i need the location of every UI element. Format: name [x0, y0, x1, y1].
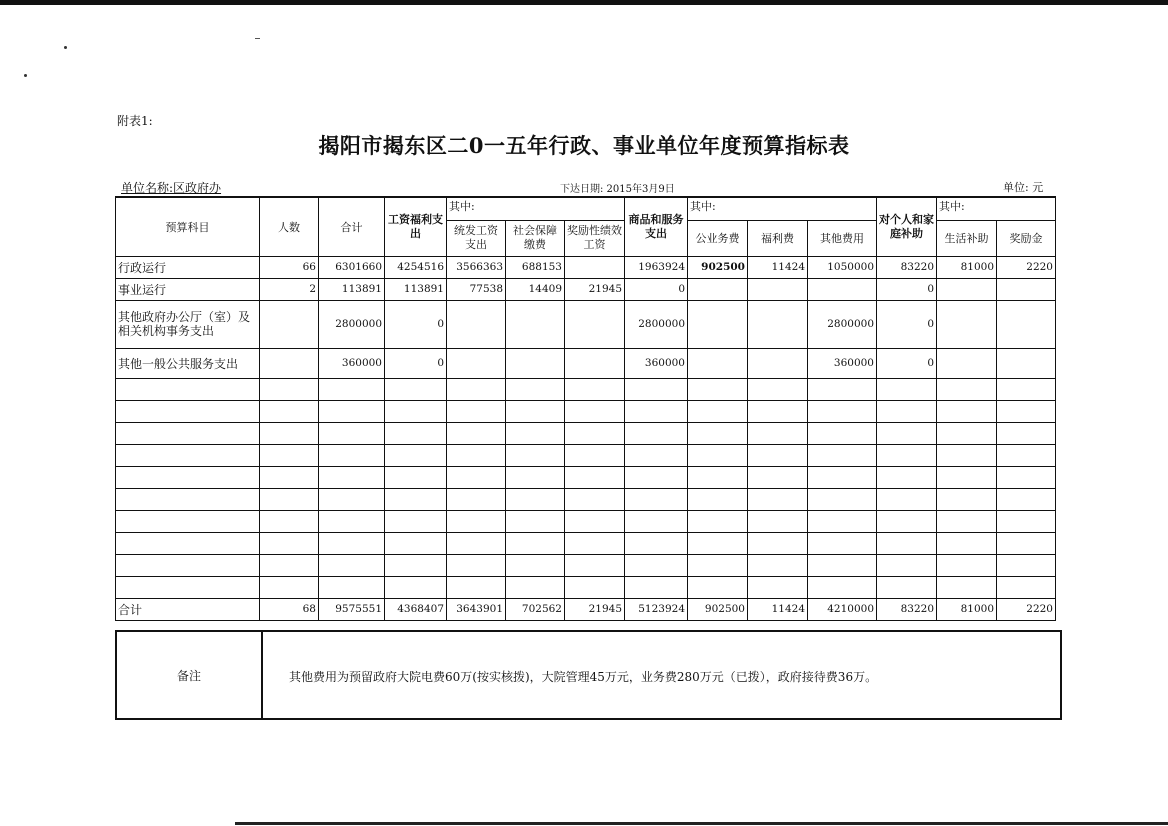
row-total: 6301660 — [319, 256, 385, 278]
row-wage: 4254516 — [385, 256, 447, 278]
row-personal: 0 — [877, 278, 937, 300]
row-people: 66 — [260, 256, 319, 278]
row-public: 902500 — [688, 256, 748, 278]
header-personal-subsidy: 对个人和家庭补助 — [877, 197, 937, 256]
total-wage: 4368407 — [385, 598, 447, 620]
total-goods: 5123924 — [625, 598, 688, 620]
blank-row — [116, 444, 1056, 466]
row-unified — [447, 300, 506, 348]
row-other: 2800000 — [808, 300, 877, 348]
row-goods: 0 — [625, 278, 688, 300]
issue-date: 下达日期: 2015年3月9日 — [560, 184, 675, 195]
row-personal: 0 — [877, 348, 937, 378]
header-wage-welfare: 工资福利支出 — [385, 197, 447, 256]
header-among-wage: 其中: — [447, 197, 625, 220]
scan-speck — [24, 74, 27, 77]
table-row — [116, 348, 1056, 378]
remarks-text: 其他费用为预留政府大院电费60万(按实核拨)，大院管理45万元，业务费280万元（已拨），政府接待费36万。 — [289, 670, 878, 684]
total-living: 81000 — [937, 598, 997, 620]
row-subject: 其他政府办公厅（室）及相关机构事务支出 — [116, 300, 260, 348]
row-public — [688, 278, 748, 300]
row-bonus — [997, 348, 1056, 378]
row-welfare — [748, 300, 808, 348]
scan-speck — [64, 46, 67, 49]
row-goods: 2800000 — [625, 300, 688, 348]
row-unified: 77538 — [447, 278, 506, 300]
total-unified: 3643901 — [447, 598, 506, 620]
row-other — [808, 278, 877, 300]
row-bonus: 2220 — [997, 256, 1056, 278]
row-total: 2800000 — [319, 300, 385, 348]
total-people: 68 — [260, 598, 319, 620]
header-among-goods: 其中: — [688, 197, 877, 220]
blank-row — [116, 510, 1056, 532]
total-row — [116, 598, 1056, 620]
header-goods-services: 商品和服务支出 — [625, 197, 688, 256]
row-living — [937, 300, 997, 348]
table-row — [116, 278, 1056, 300]
row-welfare: 11424 — [748, 256, 808, 278]
row-living — [937, 278, 997, 300]
row-wage: 0 — [385, 300, 447, 348]
blank-row — [116, 554, 1056, 576]
row-social: 14409 — [506, 278, 565, 300]
budget-table — [115, 196, 1056, 621]
row-living — [937, 348, 997, 378]
blank-row — [116, 400, 1056, 422]
row-people — [260, 348, 319, 378]
total-public: 902500 — [688, 598, 748, 620]
total-other: 4210000 — [808, 598, 877, 620]
row-living: 81000 — [937, 256, 997, 278]
header-unified-wage: 统发工资支出 — [447, 220, 506, 256]
row-people: 2 — [260, 278, 319, 300]
row-welfare — [748, 348, 808, 378]
total-total: 9575551 — [319, 598, 385, 620]
table-row — [116, 256, 1056, 278]
unit-measure: 单位: 元 — [1003, 181, 1044, 194]
row-perf — [565, 348, 625, 378]
page-title: 揭阳市揭东区二0一五年行政、事业单位年度预算指标表 — [318, 133, 850, 158]
blank-row — [116, 378, 1056, 400]
row-unified — [447, 348, 506, 378]
row-unified: 3566363 — [447, 256, 506, 278]
blank-row — [116, 488, 1056, 510]
row-bonus — [997, 300, 1056, 348]
header-other-fee: 其他费用 — [808, 220, 877, 256]
header-among-subsidy: 其中: — [937, 197, 1056, 220]
row-social: 688153 — [506, 256, 565, 278]
row-subject: 其他一般公共服务支出 — [116, 348, 260, 378]
row-perf: 21945 — [565, 278, 625, 300]
total-social: 702562 — [506, 598, 565, 620]
blank-row — [116, 466, 1056, 488]
scan-speck — [255, 38, 260, 39]
header-welfare-fee: 福利费 — [748, 220, 808, 256]
row-public — [688, 348, 748, 378]
annex-label: 附表1: — [117, 114, 153, 128]
row-bonus — [997, 278, 1056, 300]
total-bonus: 2220 — [997, 598, 1056, 620]
header-total: 合计 — [319, 197, 385, 256]
table-row — [116, 300, 1056, 348]
blank-row — [116, 422, 1056, 444]
header-public-affairs: 公业务费 — [688, 220, 748, 256]
row-social — [506, 348, 565, 378]
total-subject: 合计 — [116, 598, 260, 620]
header-performance-pay: 奖励性绩效工资 — [565, 220, 625, 256]
blank-row — [116, 532, 1056, 554]
row-subject: 行政运行 — [116, 256, 260, 278]
header-people: 人数 — [260, 197, 319, 256]
total-personal: 83220 — [877, 598, 937, 620]
row-total: 113891 — [319, 278, 385, 300]
row-wage: 0 — [385, 348, 447, 378]
row-welfare — [748, 278, 808, 300]
row-goods: 1963924 — [625, 256, 688, 278]
unit-name: 单位名称:区政府办 — [121, 181, 222, 195]
total-welfare: 11424 — [748, 598, 808, 620]
remarks-label: 备注 — [117, 632, 263, 718]
row-people — [260, 300, 319, 348]
remarks-box — [115, 630, 1062, 720]
total-perf: 21945 — [565, 598, 625, 620]
header-social-security: 社会保障缴费 — [506, 220, 565, 256]
row-total: 360000 — [319, 348, 385, 378]
row-goods: 360000 — [625, 348, 688, 378]
blank-row — [116, 576, 1056, 598]
header-living-subsidy: 生活补助 — [937, 220, 997, 256]
header-subject: 预算科目 — [116, 197, 260, 256]
header-bonus: 奖励金 — [997, 220, 1056, 256]
scan-border-top — [0, 0, 1168, 5]
row-other: 1050000 — [808, 256, 877, 278]
row-perf — [565, 300, 625, 348]
row-wage: 113891 — [385, 278, 447, 300]
row-personal: 83220 — [877, 256, 937, 278]
row-perf — [565, 256, 625, 278]
row-social — [506, 300, 565, 348]
row-personal: 0 — [877, 300, 937, 348]
row-other: 360000 — [808, 348, 877, 378]
row-subject: 事业运行 — [116, 278, 260, 300]
row-public — [688, 300, 748, 348]
scan-border-bottom — [235, 822, 1168, 825]
